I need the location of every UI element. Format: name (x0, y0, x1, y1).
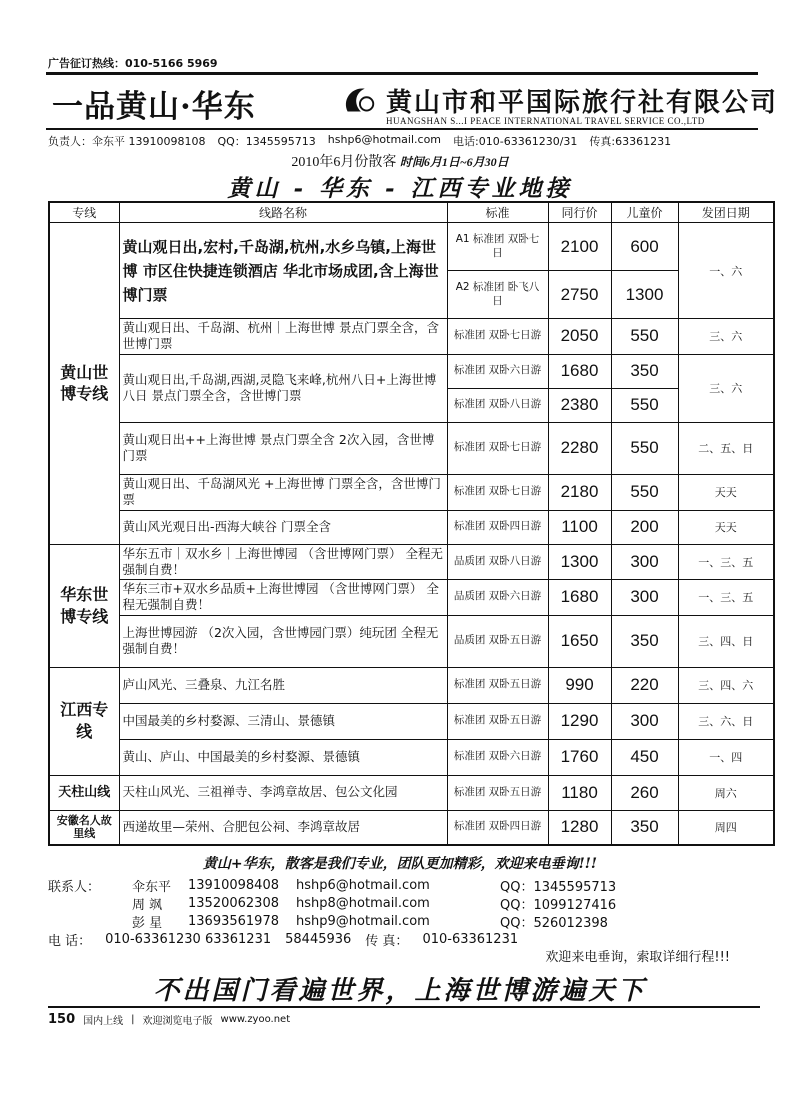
table-row (49, 510, 774, 544)
child-price-cell: 260 (611, 775, 678, 810)
phone-number-3: 58445936 (285, 931, 352, 947)
contact-row (48, 894, 760, 912)
departure-cell: 三、六 (678, 319, 774, 355)
subtitle-period: 时间6月1日~6月30日 (399, 155, 509, 169)
contact-email[interactable]: hshp9@hotmail.com (296, 913, 430, 929)
standard-cell: 标准团 双卧四日游 (447, 810, 548, 845)
contact-phone: 13520062308 (188, 895, 279, 911)
contacts-block (48, 876, 760, 968)
route-cell: 黄山观日出++上海世博 景点门票全含 2次入园，含世博门票 (119, 422, 447, 474)
table-row (49, 319, 774, 355)
departure-cell: 三、四、日 (678, 615, 774, 667)
standard-cell: 标准团 双卧五日游 (447, 667, 548, 703)
contacts-label: 联系人： (48, 879, 101, 895)
expo-slogan: 不出国门看遍世界，上海世博游遍天下 (153, 976, 647, 1006)
departure-cell: 二、五、日 (678, 422, 774, 474)
child-price-cell: 350 (611, 810, 678, 845)
contact-phone: 13910098408 (188, 877, 279, 893)
qq: QQ：1345595713 (217, 135, 316, 148)
contact-qq: QQ：1099127416 (500, 897, 617, 913)
departure-cell: 三、六 (678, 354, 774, 422)
route-cell: 天柱山风光、三祖禅寺、李鸿章故居、包公文化园 (119, 775, 447, 810)
price-cell: 1680 (548, 580, 611, 616)
contact-row (48, 876, 760, 894)
table-row (49, 775, 774, 810)
contact-row (48, 912, 760, 930)
child-price-cell: 300 (611, 703, 678, 739)
route-cell: 上海世博园游 （2次入园，含世博园门票）纯玩团 全程无强制自费！ (119, 615, 447, 667)
table-row (49, 810, 774, 845)
phone-numbers: 010-63361230 63361231 (105, 931, 272, 947)
price-cell: 1100 (548, 510, 611, 544)
email[interactable]: hshp6@hotmail.com (327, 133, 442, 146)
standard-cell: 标准团 双卧六日游 (447, 354, 548, 388)
standard-cell: 标准团 双卧七日游 (447, 319, 548, 355)
route-cell: 中国最美的乡村婺源、三清山、景德镇 (119, 703, 447, 739)
route-cell: 黄山观日出,千岛湖,西湖,灵隐飞来峰,杭州八日+上海世博八日 景点门票全含，含世博门票 (119, 354, 447, 422)
section-name: 国内上线 (83, 1016, 124, 1027)
service-slogan: 黄山+华东，散客是我们专业，团队更加精彩，欢迎来电垂询!!! (202, 856, 598, 872)
child-price-cell: 550 (611, 319, 678, 355)
route-price-table (48, 201, 775, 846)
table-row (49, 544, 774, 580)
magazine-note: 欢迎浏览电子版 (142, 1016, 213, 1027)
departure-cell: 天天 (678, 474, 774, 510)
child-price-cell: 550 (611, 422, 678, 474)
standard-cell: 品质团 双卧六日游 (447, 580, 548, 616)
child-price-cell: 200 (611, 510, 678, 544)
departure-cell: 三、六、日 (678, 703, 774, 739)
col-header: 同行价 (548, 202, 611, 223)
route-cell: 黄山观日出、千岛湖、杭州｜上海世博 景点门票全含，含世博门票 (119, 319, 447, 355)
price-cell: 2380 (548, 388, 611, 422)
phone-label: 电 话： (48, 933, 92, 949)
page-number: 150 (48, 1012, 76, 1027)
child-price-cell: 300 (611, 544, 678, 580)
table-row (49, 615, 774, 667)
route-cell: 华东五市｜双水乡｜上海世博园 （含世博网门票） 全程无强制自费！ (119, 544, 447, 580)
route-cell: 黄山、庐山、中国最美的乡村婺源、景德镇 (119, 739, 447, 775)
departure-cell: 周四 (678, 810, 774, 845)
contact-qq: QQ：526012398 (500, 915, 608, 931)
price-cell: 1760 (548, 739, 611, 775)
child-price-cell: 450 (611, 739, 678, 775)
company-name-en: HUANGSHAN S...I PEACE INTERNATIONAL TRAVEL SERVICE CO.,LTD (386, 116, 705, 126)
child-price-cell: 350 (611, 615, 678, 667)
departure-cell: 一、三、五 (678, 580, 774, 616)
departure-cell: 三、四、六 (678, 667, 774, 703)
table-row (49, 354, 774, 388)
price-cell: 990 (548, 667, 611, 703)
route-cell: 黄山观日出,宏村,千岛湖,杭州,水乡乌镇,上海世博 市区住快捷连锁酒店 华北市场成团,含上海世博门票 (119, 223, 447, 319)
standard-cell: A2 标准团 卧飞八日 (447, 271, 548, 319)
category-cell: 安徽名人故里线 (49, 810, 119, 845)
page-footer (48, 1006, 760, 1027)
standard-cell: 标准团 双卧五日游 (447, 703, 548, 739)
separator: | (131, 1014, 135, 1025)
standard-cell: 品质团 双卧八日游 (447, 544, 548, 580)
contact-name: 周 飒 (132, 897, 163, 913)
peace-logo-icon (340, 83, 378, 121)
table-row (49, 580, 774, 616)
brand-title: 一品黄山·华东 (52, 89, 256, 125)
child-price-cell: 550 (611, 388, 678, 422)
departure-cell: 天天 (678, 510, 774, 544)
table-row (49, 703, 774, 739)
col-header: 标准 (447, 202, 548, 223)
contact-phone: 13693561978 (188, 913, 279, 929)
price-cell: 2050 (548, 319, 611, 355)
departure-cell: 一、六 (678, 223, 774, 319)
category-cell: 江西专线 (49, 667, 119, 775)
standard-cell: 品质团 双卧五日游 (447, 615, 548, 667)
standard-cell: 标准团 双卧五日游 (447, 775, 548, 810)
price-cell: 2280 (548, 422, 611, 474)
fax-number: 010-63361231 (422, 931, 519, 947)
telephone: 电话:010-63361230/31 (453, 135, 578, 148)
website-link[interactable]: www.zyoo.net (220, 1014, 291, 1025)
table-header-row (49, 202, 774, 223)
phone-row (48, 930, 760, 948)
standard-cell: 标准团 双卧六日游 (447, 739, 548, 775)
col-header: 专线 (49, 202, 119, 223)
fax-label: 传 真： (365, 933, 409, 949)
contact-email[interactable]: hshp6@hotmail.com (296, 877, 430, 893)
price-cell: 2100 (548, 223, 611, 271)
route-cell: 黄山观日出、千岛湖风光 +上海世博 门票全含，含世博门票 (119, 474, 447, 510)
child-price-cell: 350 (611, 354, 678, 388)
company-header (46, 72, 779, 130)
ad-hotline: 广告征订热线：010-5166 5969 (48, 57, 218, 70)
table-row (49, 223, 774, 271)
contact-name: 伞东平 (132, 879, 172, 895)
child-price-cell: 300 (611, 580, 678, 616)
category-cell: 天柱山线 (49, 775, 119, 810)
departure-cell: 一、四 (678, 739, 774, 775)
price-cell: 1300 (548, 544, 611, 580)
standard-cell: 标准团 双卧七日游 (447, 422, 548, 474)
contact-email[interactable]: hshp8@hotmail.com (296, 895, 430, 911)
contact-line (48, 133, 760, 149)
route-cell: 庐山风光、三叠泉、九江名胜 (119, 667, 447, 703)
route-cell: 华东三市+双水乡品质+上海世博园 （含世博网门票） 全程无强制自费！ (119, 580, 447, 616)
category-cell: 华东世博专线 (49, 544, 119, 667)
col-header: 发团日期 (678, 202, 774, 223)
contact-name: 彭 星 (132, 915, 163, 931)
table-row (49, 474, 774, 510)
route-cell: 黄山风光观日出-西海大峡谷 门票全含 (119, 510, 447, 544)
price-cell: 1680 (548, 354, 611, 388)
price-cell: 1650 (548, 615, 611, 667)
price-cell: 1290 (548, 703, 611, 739)
child-price-cell: 600 (611, 223, 678, 271)
child-price-cell: 220 (611, 667, 678, 703)
standard-cell: A1 标准团 双卧七日 (447, 223, 548, 271)
price-cell: 1180 (548, 775, 611, 810)
banner: 黄山 - 华东 - 江西专业地接 (227, 175, 573, 202)
price-cell: 2750 (548, 271, 611, 319)
price-cell: 1280 (548, 810, 611, 845)
company-name: 黄山市和平国际旅行社有限公司 (386, 88, 779, 118)
col-header: 线路名称 (119, 202, 447, 223)
table-row (49, 422, 774, 474)
child-price-cell: 1300 (611, 271, 678, 319)
departure-cell: 周六 (678, 775, 774, 810)
col-header: 儿童价 (611, 202, 678, 223)
table-row (49, 667, 774, 703)
table-row (49, 739, 774, 775)
subtitle-main: 2010年6月份散客 (291, 155, 397, 170)
contact-qq: QQ：1345595713 (500, 879, 617, 895)
standard-cell: 标准团 双卧八日游 (447, 388, 548, 422)
route-cell: 西递故里—荣州、合肥包公祠、李鸿章故居 (119, 810, 447, 845)
child-price-cell: 550 (611, 474, 678, 510)
price-cell: 2180 (548, 474, 611, 510)
responsible-person: 负责人：伞东平 13910098108 (48, 135, 206, 148)
standard-cell: 标准团 双卧四日游 (447, 510, 548, 544)
departure-cell: 一、三、五 (678, 544, 774, 580)
standard-cell: 标准团 双卧七日游 (447, 474, 548, 510)
fax: 传真:63361231 (589, 135, 672, 148)
category-cell: 黄山世博专线 (49, 223, 119, 545)
subtitle (0, 151, 800, 171)
inquiry-invite: 欢迎来电垂询，索取详细行程!!! (545, 950, 730, 965)
